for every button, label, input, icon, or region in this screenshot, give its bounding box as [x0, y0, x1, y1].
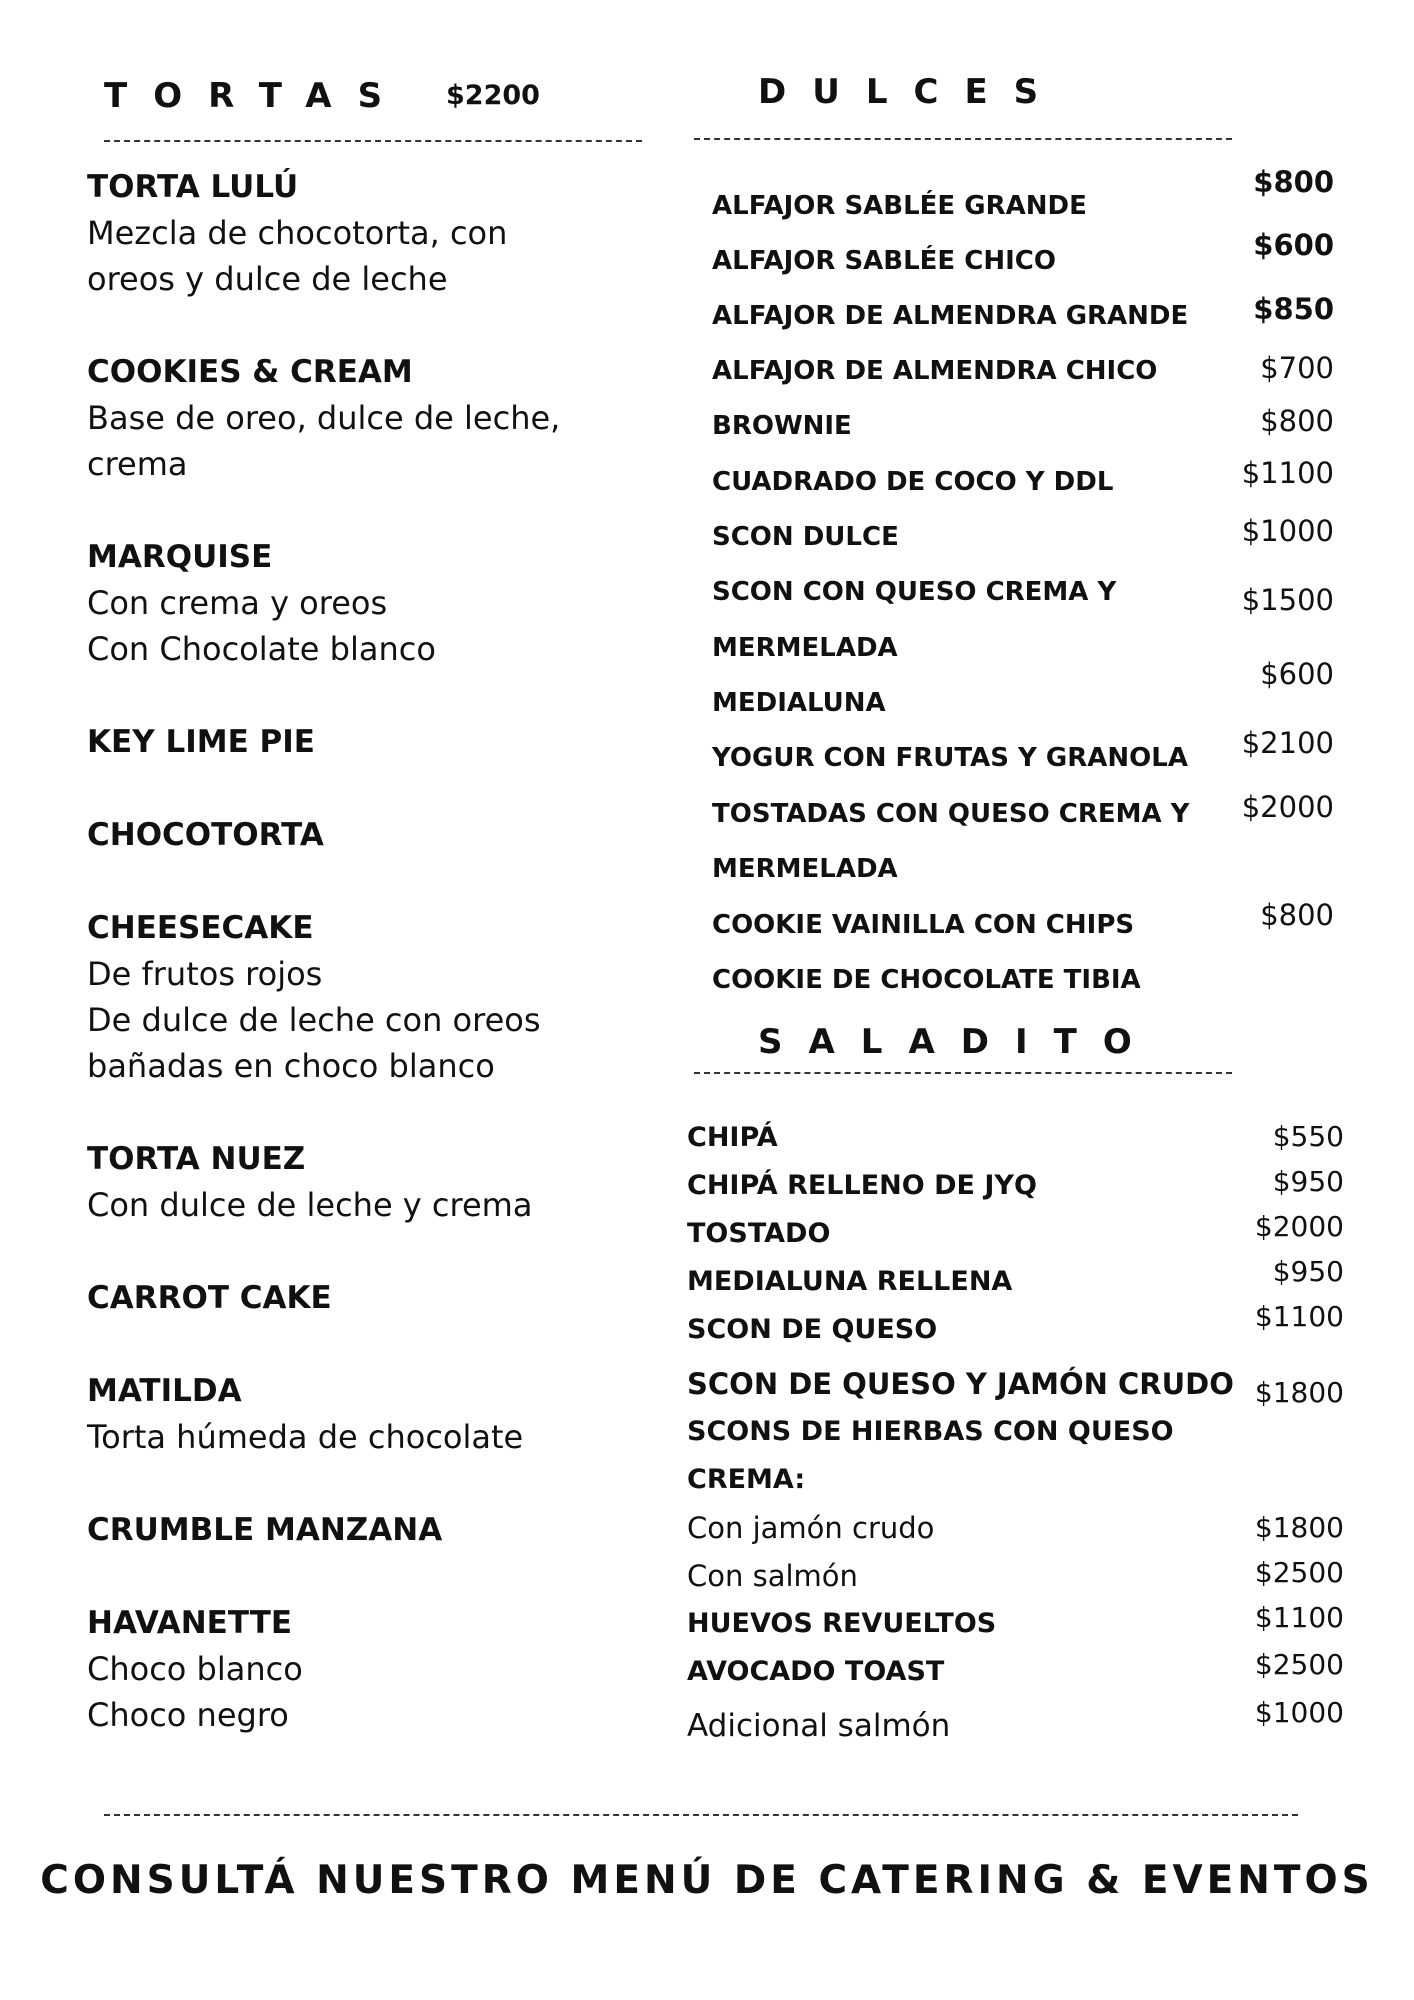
- dulces-price: $700: [1260, 351, 1334, 385]
- dulces-item: YOGUR CON FRUTAS Y GRANOLA: [712, 743, 1188, 773]
- torta-name: MATILDA: [87, 1373, 242, 1409]
- dulces-title: DULCES: [758, 72, 1065, 112]
- dulces-item: ALFAJOR DE ALMENDRA GRANDE: [712, 301, 1189, 331]
- dulces-price: $2100: [1241, 726, 1334, 760]
- tortas-price: $2200: [446, 80, 540, 111]
- tortas-divider: [104, 140, 642, 142]
- dulces-price: $800: [1260, 404, 1334, 438]
- saladito-price: $950: [1272, 1255, 1344, 1288]
- saladito-divider: [694, 1072, 1232, 1074]
- torta-desc: De frutos rojos: [87, 955, 323, 993]
- dulces-divider: [694, 138, 1232, 140]
- dulces-item: ALFAJOR SABLÉE GRANDE: [712, 191, 1087, 221]
- torta-name: HAVANETTE: [87, 1605, 293, 1641]
- dulces-item: MERMELADA: [712, 633, 898, 663]
- torta-desc: Mezcla de chocotorta, con: [87, 214, 508, 252]
- saladito-item: Con jamón crudo: [687, 1511, 935, 1545]
- saladito-price: $950: [1272, 1165, 1344, 1198]
- saladito-item: CHIPÁ: [687, 1122, 778, 1153]
- dulces-item: TOSTADAS CON QUESO CREMA Y: [712, 799, 1190, 829]
- dulces-price: $850: [1253, 292, 1334, 326]
- tortas-title: TORTAS: [104, 76, 409, 116]
- saladito-price: $1000: [1254, 1696, 1344, 1729]
- saladito-item: AVOCADO TOAST: [687, 1656, 945, 1687]
- torta-name: CRUMBLE MANZANA: [87, 1512, 443, 1548]
- dulces-item: SCON CON QUESO CREMA Y: [712, 577, 1117, 607]
- saladito-item: HUEVOS REVUELTOS: [687, 1608, 997, 1639]
- torta-name: KEY LIME PIE: [87, 724, 315, 760]
- torta-name: TORTA NUEZ: [87, 1141, 306, 1177]
- torta-item: [87, 719, 647, 765]
- torta-name: COOKIES & CREAM: [87, 354, 413, 390]
- saladito-item: Con salmón: [687, 1559, 858, 1593]
- torta-desc: Choco blanco: [87, 1650, 303, 1688]
- dulces-item: CUADRADO DE COCO Y DDL: [712, 467, 1114, 497]
- torta-desc: oreos y dulce de leche: [87, 260, 448, 298]
- torta-desc: crema: [87, 445, 188, 483]
- dulces-price: $800: [1253, 165, 1334, 199]
- saladito-price: $1100: [1254, 1601, 1344, 1634]
- saladito-item: SCON DE QUESO: [687, 1314, 938, 1345]
- torta-desc: Torta húmeda de chocolate: [87, 1418, 524, 1456]
- dulces-price: $600: [1260, 657, 1334, 691]
- saladito-item: Adicional salmón: [687, 1708, 951, 1744]
- dulces-price: $2000: [1241, 790, 1334, 824]
- saladito-item: TOSTADO: [687, 1218, 831, 1249]
- saladito-price: $2000: [1254, 1210, 1344, 1243]
- dulces-price: $1500: [1241, 583, 1334, 617]
- torta-item: [87, 1368, 647, 1460]
- torta-desc: Con Chocolate blanco: [87, 630, 436, 668]
- saladito-item: SCONS DE HIERBAS CON QUESO: [687, 1416, 1174, 1447]
- torta-item: [87, 812, 647, 858]
- dulces-item: MEDIALUNA: [712, 688, 886, 718]
- torta-desc: Con crema y oreos: [87, 584, 388, 622]
- saladito-item: SCON DE QUESO Y JAMÓN CRUDO: [687, 1367, 1234, 1401]
- torta-desc: Con dulce de leche y crema: [87, 1186, 533, 1224]
- saladito-price: $1100: [1254, 1300, 1344, 1333]
- dulces-price: $600: [1253, 228, 1334, 262]
- dulces-price: $1100: [1241, 456, 1334, 490]
- saladito-price: $1800: [1254, 1376, 1344, 1409]
- torta-name: MARQUISE: [87, 539, 273, 575]
- torta-desc: Base de oreo, dulce de leche,: [87, 399, 561, 437]
- saladito-price: $550: [1272, 1120, 1344, 1153]
- dulces-item: BROWNIE: [712, 411, 852, 441]
- torta-item: [87, 1136, 647, 1228]
- dulces-item: MERMELADA: [712, 854, 898, 884]
- footer-catering-note: CONSULTÁ NUESTRO MENÚ DE CATERING & EVENTOS: [40, 1858, 1374, 1903]
- torta-item: [87, 534, 647, 672]
- torta-item: [87, 1507, 647, 1553]
- torta-name: CHOCOTORTA: [87, 817, 324, 853]
- saladito-price: $1800: [1254, 1511, 1344, 1544]
- torta-name: CARROT CAKE: [87, 1280, 332, 1316]
- tortas-list: [87, 164, 647, 1785]
- dulces-price: $1000: [1241, 514, 1334, 548]
- saladito-item: CHIPÁ RELLENO DE JYQ: [687, 1170, 1037, 1201]
- torta-name: TORTA LULÚ: [87, 169, 299, 205]
- dulces-item: SCON DULCE: [712, 522, 899, 552]
- torta-name: CHEESECAKE: [87, 910, 314, 946]
- torta-desc: bañadas en choco blanco: [87, 1047, 495, 1085]
- torta-item: [87, 1600, 647, 1738]
- saladito-price: $2500: [1254, 1556, 1344, 1589]
- dulces-item: ALFAJOR SABLÉE CHICO: [712, 246, 1056, 276]
- saladito-item: MEDIALUNA RELLENA: [687, 1266, 1013, 1297]
- torta-item: [87, 1275, 647, 1321]
- torta-item: [87, 349, 647, 487]
- dulces-price: $800: [1260, 898, 1334, 932]
- dulces-item: COOKIE VAINILLA CON CHIPS: [712, 910, 1135, 940]
- dulces-item: COOKIE DE CHOCOLATE TIBIA: [712, 965, 1141, 995]
- saladito-title: SALADITO: [758, 1022, 1158, 1062]
- dulces-item: ALFAJOR DE ALMENDRA CHICO: [712, 356, 1158, 386]
- torta-desc: De dulce de leche con oreos: [87, 1001, 541, 1039]
- saladito-item: CREMA:: [687, 1464, 806, 1495]
- torta-item: [87, 905, 647, 1089]
- torta-desc: Choco negro: [87, 1696, 289, 1734]
- saladito-price: $2500: [1254, 1648, 1344, 1681]
- footer-divider: [104, 1814, 1298, 1816]
- torta-item: [87, 164, 647, 302]
